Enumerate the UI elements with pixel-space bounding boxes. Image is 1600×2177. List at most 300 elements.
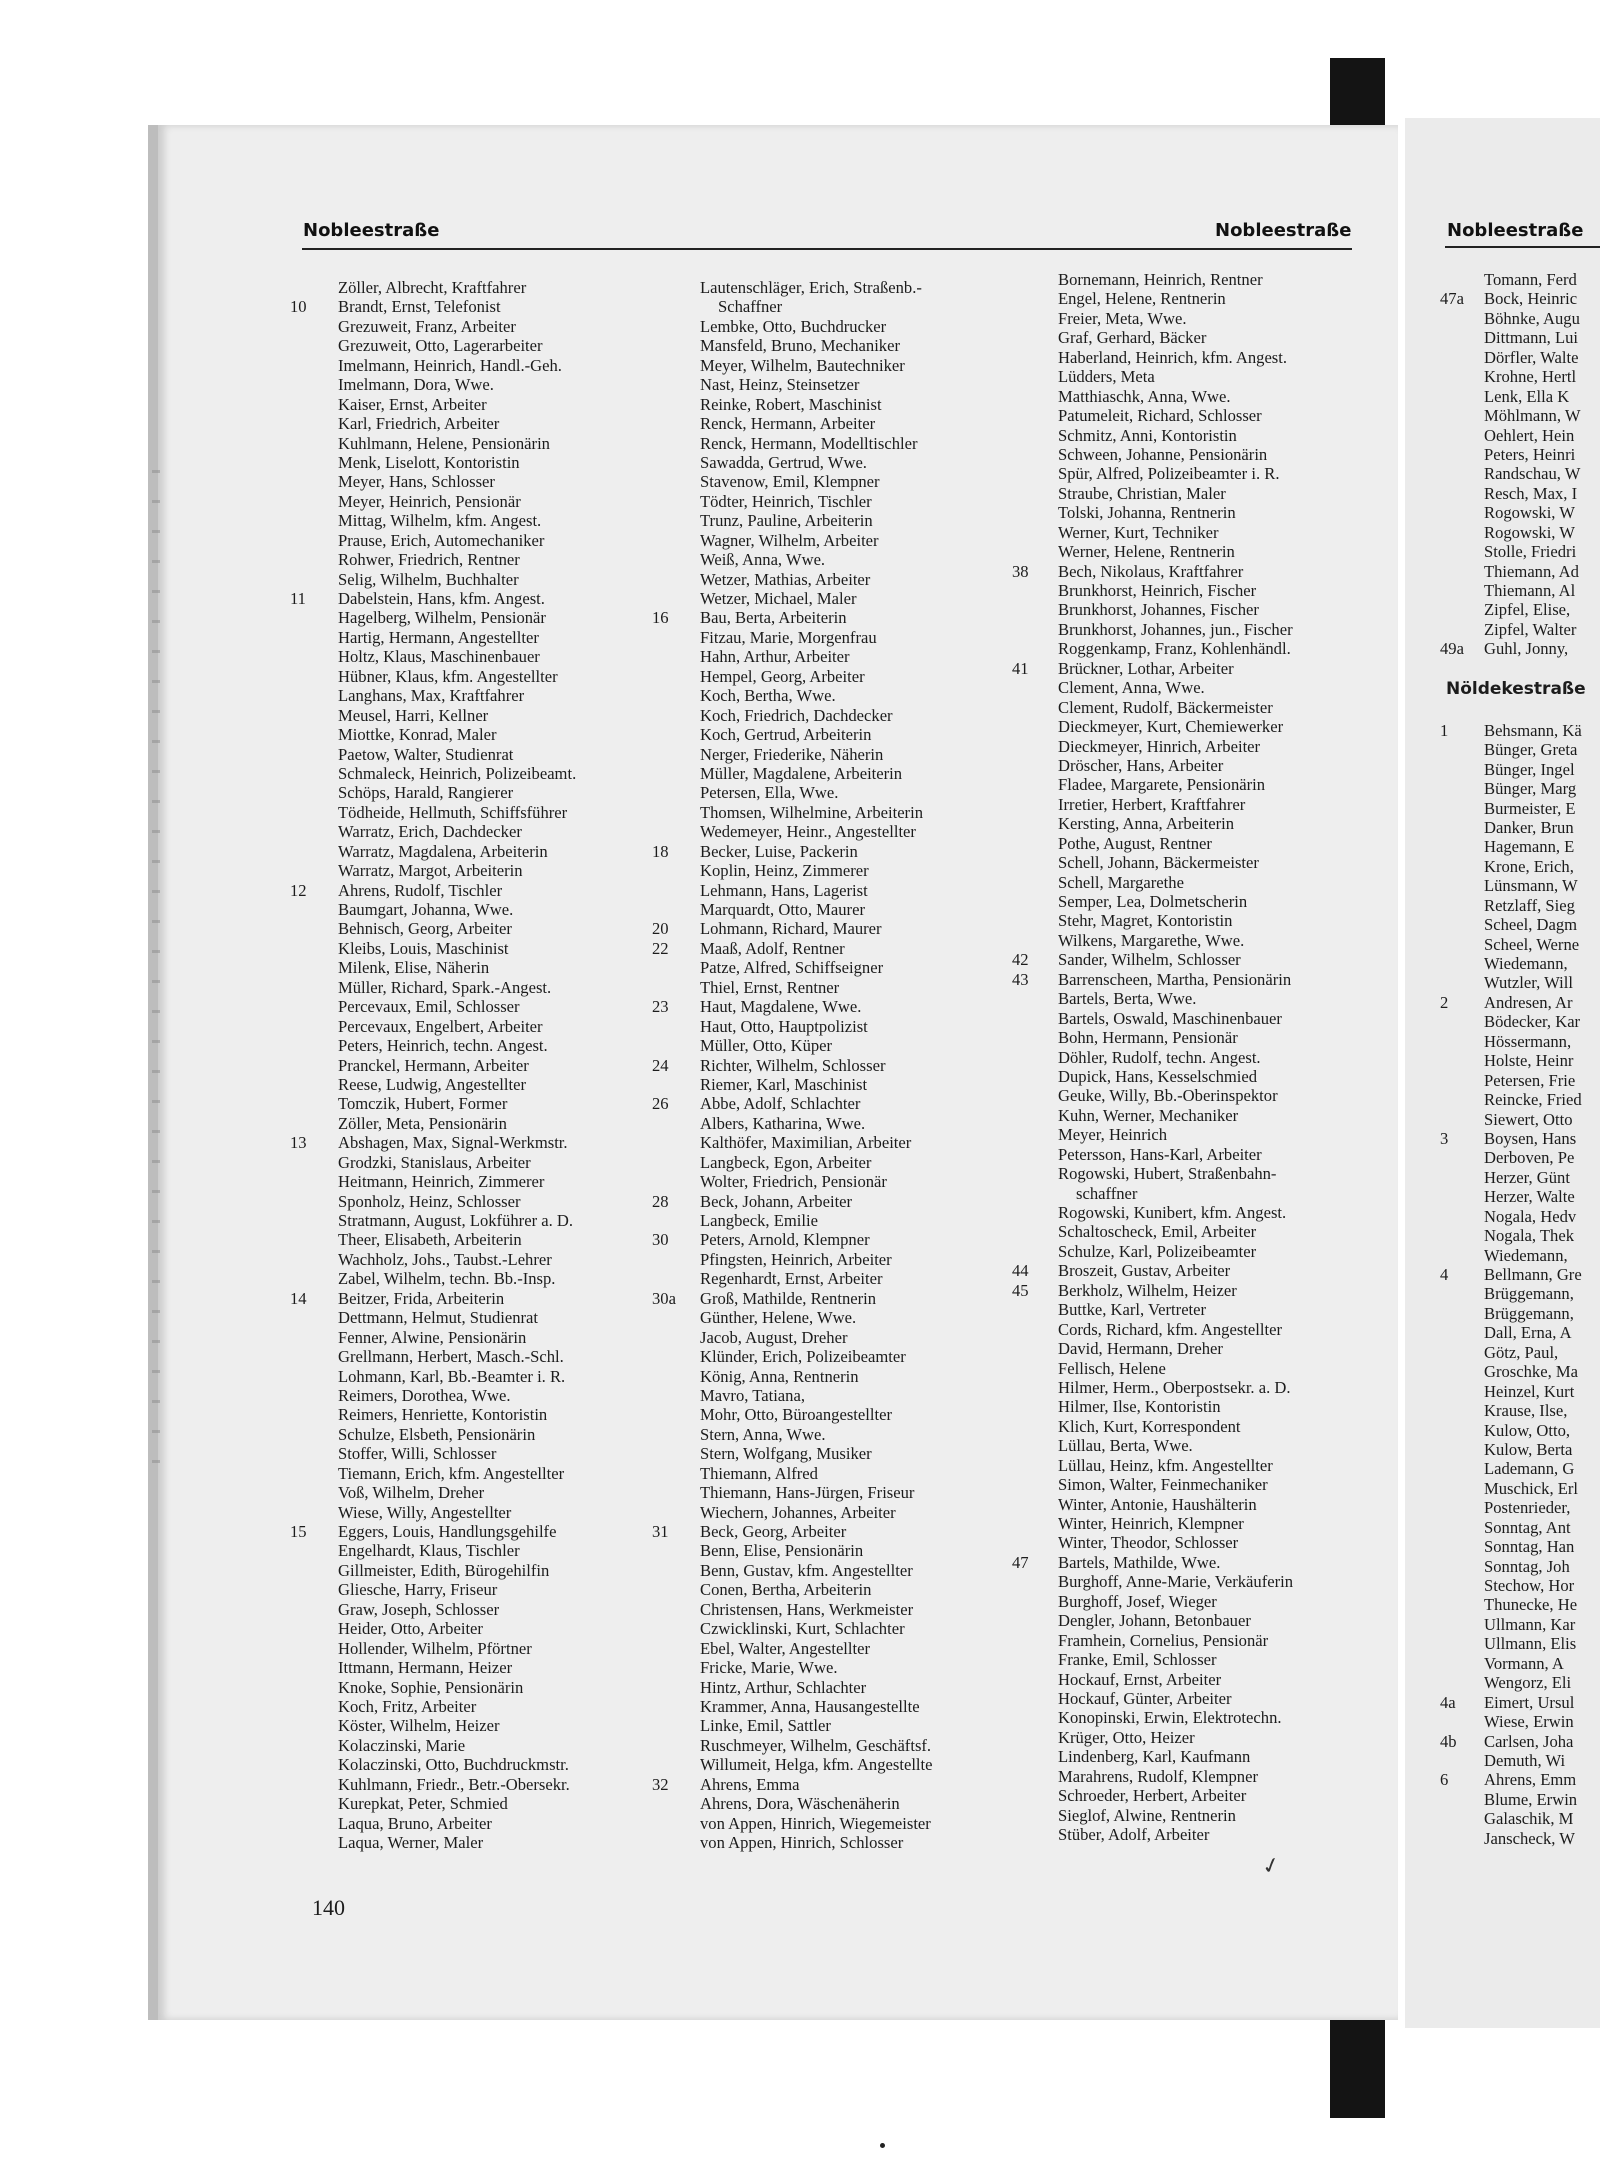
resident-text: von Appen, Hinrich, Wiegemeister — [700, 1813, 931, 1833]
header-rule-right-page — [1445, 246, 1600, 248]
resident-text: Eimert, Ursul — [1484, 1692, 1575, 1712]
resident-text: Ahrens, Rudolf, Tischler — [338, 880, 503, 900]
directory-entry — [1440, 1770, 1600, 1789]
resident-text: Brunkhorst, Heinrich, Fischer — [1058, 581, 1257, 600]
resident-text: Schmitz, Anni, Kontoristin — [1058, 425, 1237, 445]
resident-text: David, Hermann, Dreher — [1058, 1339, 1223, 1359]
resident-text: Patze, Alfred, Schiffseigner — [700, 958, 884, 978]
resident-text: Krüger, Otto, Heizer — [1058, 1727, 1195, 1747]
directory-entry — [1440, 484, 1600, 503]
resident-text: Danker, Brun — [1484, 817, 1574, 837]
scan-speck — [880, 2143, 885, 2148]
resident-text: Simon, Walter, Feinmechaniker — [1058, 1475, 1268, 1495]
directory-entry — [1440, 857, 1600, 876]
directory-entry — [290, 628, 576, 647]
directory-entry — [652, 1580, 933, 1599]
resident-text: Randschau, W — [1484, 464, 1581, 484]
resident-text: Pothe, August, Rentner — [1058, 833, 1212, 853]
directory-entry — [290, 1153, 576, 1172]
resident-text: Koplin, Heinz, Zimmerer — [700, 861, 869, 881]
directory-entry — [290, 1716, 576, 1735]
resident-text: Imelmann, Heinrich, Handl.-Geh. — [338, 355, 562, 375]
directory-entry — [1440, 503, 1600, 522]
resident-text: Tödter, Heinrich, Tischler — [700, 491, 872, 511]
directory-entry — [1440, 1479, 1600, 1498]
directory-entry — [652, 1814, 933, 1833]
resident-text: Krammer, Anna, Hausangestellte — [700, 1696, 920, 1716]
resident-text: Kuhlmann, Helene, Pensionärin — [338, 433, 550, 453]
resident-text: Hockauf, Ernst, Arbeiter — [1058, 1669, 1222, 1689]
directory-entry — [652, 1347, 933, 1366]
resident-text: Milenk, Elise, Näherin — [338, 958, 490, 978]
directory-entry — [1440, 1459, 1600, 1478]
directory-entry — [290, 531, 576, 550]
resident-text: Dörfler, Walte — [1484, 347, 1579, 367]
resident-text: Richter, Wilhelm, Schlosser — [700, 1055, 886, 1075]
resident-text: Dall, Erna, A — [1484, 1323, 1572, 1343]
resident-text: Clement, Anna, Wwe. — [1058, 678, 1205, 698]
directory-entry — [1012, 464, 1293, 483]
directory-entry — [652, 375, 933, 394]
resident-text: Paetow, Walter, Studienrat — [338, 744, 514, 764]
directory-entry — [290, 1464, 576, 1483]
resident-text: Wiese, Erwin — [1484, 1712, 1574, 1732]
directory-entry — [652, 1464, 933, 1483]
resident-text: Grodzki, Stanislaus, Arbeiter — [338, 1152, 531, 1172]
resident-text: Brückner, Lothar, Arbeiter — [1058, 658, 1234, 678]
directory-column-right-page — [1440, 270, 1600, 1848]
resident-text: Warratz, Margot, Arbeiterin — [338, 861, 523, 881]
resident-text: Dieckmeyer, Kurt, Chemiewerker — [1058, 717, 1284, 737]
directory-entry — [1012, 1728, 1293, 1747]
resident-text: Meyer, Heinrich — [1058, 1125, 1167, 1145]
directory-entry — [1012, 931, 1293, 950]
resident-text: Götz, Paul, — [1484, 1342, 1559, 1362]
page-number: 140 — [312, 1895, 345, 1920]
directory-entry — [290, 492, 576, 511]
directory-entry — [290, 1094, 576, 1113]
directory-entry — [1440, 954, 1600, 973]
directory-entry — [1012, 1786, 1293, 1805]
house-number: 15 — [290, 1522, 307, 1541]
directory-entry — [290, 1561, 576, 1580]
resident-text: Oehlert, Hein — [1484, 425, 1575, 445]
resident-text: Fricke, Marie, Wwe. — [700, 1658, 838, 1678]
pencil-check-mark: ✓ — [1258, 1851, 1284, 1880]
resident-text: Tödheide, Hellmuth, Schiffsführer — [338, 802, 568, 822]
directory-entry — [652, 1503, 933, 1522]
directory-entry — [652, 725, 933, 744]
resident-text: Petersen, Frie — [1484, 1070, 1576, 1090]
resident-text: Mittag, Wilhelm, kfm. Angest. — [338, 511, 542, 531]
resident-text: Burghoff, Anne-Marie, Verkäuferin — [1058, 1572, 1294, 1592]
resident-text: Zöller, Albrecht, Kraftfahrer — [338, 278, 527, 297]
directory-entry — [1440, 1129, 1600, 1148]
directory-entry — [1012, 1747, 1293, 1766]
directory-column-1 — [290, 278, 576, 1852]
resident-text: Broszeit, Gustav, Arbeiter — [1058, 1261, 1231, 1281]
house-number: 31 — [652, 1522, 669, 1541]
resident-text: Stüber, Adolf, Arbeiter — [1058, 1825, 1210, 1844]
directory-entry — [290, 822, 576, 841]
resident-text: Riemer, Karl, Maschinist — [700, 1074, 868, 1094]
directory-entry — [652, 1755, 933, 1774]
directory-entry — [1440, 600, 1600, 619]
resident-text: Grellmann, Herbert, Masch.-Schl. — [338, 1347, 564, 1367]
resident-text: Patumeleit, Richard, Schlosser — [1058, 406, 1262, 426]
directory-entry — [1440, 387, 1600, 406]
directory-entry — [1012, 834, 1293, 853]
resident-text: Andresen, Ar — [1484, 992, 1573, 1012]
directory-entry — [290, 317, 576, 336]
resident-text: Reincke, Fried — [1484, 1090, 1582, 1110]
resident-text: Hockauf, Günter, Arbeiter — [1058, 1688, 1232, 1708]
directory-entry — [1440, 639, 1600, 658]
directory-entry — [652, 1678, 933, 1697]
resident-text: Percevaux, Emil, Schlosser — [338, 997, 520, 1017]
directory-entry — [1440, 1032, 1600, 1051]
resident-text: Peters, Heinrich, techn. Angest. — [338, 1036, 548, 1056]
directory-entry — [290, 375, 576, 394]
resident-text: Köster, Wilhelm, Heizer — [338, 1716, 500, 1736]
directory-entry — [1012, 911, 1293, 930]
resident-text: Beitzer, Frida, Arbeiterin — [338, 1288, 505, 1308]
directory-entry — [652, 686, 933, 705]
directory-entry — [1012, 1806, 1293, 1825]
resident-text: Franke, Emil, Schlosser — [1058, 1650, 1217, 1670]
directory-entry — [1440, 993, 1600, 1012]
resident-text: Rohwer, Friedrich, Rentner — [338, 550, 520, 570]
resident-text: Sonntag, Ant — [1484, 1517, 1571, 1537]
directory-entry — [652, 1561, 933, 1580]
directory-entry — [1012, 1533, 1293, 1552]
resident-text: Geuke, Willy, Bb.-Oberinspektor — [1058, 1086, 1278, 1106]
resident-text: Sponholz, Heinz, Schlosser — [338, 1191, 521, 1211]
directory-entry — [1012, 542, 1293, 561]
resident-text: Schween, Johanne, Pensionärin — [1058, 444, 1268, 464]
resident-text: Stoffer, Willi, Schlosser — [338, 1444, 497, 1464]
directory-entry — [1012, 348, 1293, 367]
directory-entry — [652, 822, 933, 841]
directory-entry — [290, 745, 576, 764]
directory-entry — [1012, 1689, 1293, 1708]
resident-text: Thiel, Ernst, Rentner — [700, 977, 840, 997]
resident-text: Koch, Friedrich, Dachdecker — [700, 705, 893, 725]
directory-entry — [652, 395, 933, 414]
resident-text: Stavenow, Emil, Klempner — [700, 472, 880, 492]
resident-text: Stolle, Friedri — [1484, 542, 1577, 562]
house-number: 47a — [1440, 289, 1464, 309]
resident-text: Döhler, Rudolf, techn. Angest. — [1058, 1047, 1261, 1067]
directory-entry — [1012, 1339, 1293, 1358]
page-edge-marks — [152, 470, 160, 1470]
directory-entry — [290, 667, 576, 686]
directory-entry — [1012, 1514, 1293, 1533]
directory-column-2 — [652, 278, 933, 1852]
resident-text: Winter, Theodor, Schlosser — [1058, 1533, 1239, 1553]
directory-entry — [1012, 328, 1293, 347]
directory-entry — [652, 1697, 933, 1716]
resident-text: Menk, Liselott, Kontoristin — [338, 452, 520, 472]
resident-text: Retzlaff, Sieg — [1484, 895, 1575, 915]
resident-text: Knoke, Sophie, Pensionärin — [338, 1677, 524, 1697]
directory-entry — [290, 842, 576, 861]
resident-text: Stratmann, August, Lokführer a. D. — [338, 1211, 574, 1230]
resident-text: Dengler, Johann, Betonbauer — [1058, 1611, 1251, 1631]
directory-entry — [1440, 1654, 1600, 1673]
resident-text: Kurepkat, Peter, Schmied — [338, 1794, 508, 1814]
directory-entry — [1440, 876, 1600, 895]
directory-entry — [652, 1153, 933, 1172]
directory-entry — [1440, 406, 1600, 425]
resident-text: Brunkhorst, Johannes, Fischer — [1058, 600, 1259, 620]
resident-text: Ittmann, Hermann, Heizer — [338, 1658, 513, 1678]
directory-entry — [652, 1367, 933, 1386]
house-number: 23 — [652, 997, 669, 1017]
directory-entry — [1012, 1106, 1293, 1125]
directory-entry — [1440, 1790, 1600, 1809]
directory-entry — [1012, 853, 1293, 872]
house-number: 22 — [652, 938, 669, 958]
resident-text: Kersting, Anna, Arbeiterin — [1058, 814, 1235, 834]
resident-text: Nogala, Thek — [1484, 1226, 1575, 1246]
resident-text: Lenk, Ella K — [1484, 386, 1570, 406]
directory-entry — [290, 608, 576, 627]
directory-entry — [1440, 426, 1600, 445]
directory-entry — [290, 336, 576, 355]
resident-text: Klich, Kurt, Korrespondent — [1058, 1416, 1241, 1436]
resident-text: Sander, Wilhelm, Schlosser — [1058, 950, 1241, 970]
resident-text: Schroeder, Herbert, Arbeiter — [1058, 1786, 1247, 1806]
directory-entry — [290, 1056, 576, 1075]
resident-text: Wiese, Willy, Angestellter — [338, 1502, 512, 1522]
directory-entry — [1012, 1397, 1293, 1416]
directory-entry — [1440, 1226, 1600, 1245]
resident-text: Weiß, Anna, Wwe. — [700, 550, 826, 570]
directory-entry — [652, 1211, 933, 1230]
directory-entry — [652, 997, 933, 1016]
directory-entry — [1440, 581, 1600, 600]
directory-entry — [290, 1833, 576, 1852]
directory-entry — [652, 706, 933, 725]
resident-text: Heider, Otto, Arbeiter — [338, 1619, 483, 1639]
directory-entry — [1440, 1012, 1600, 1031]
resident-text: Engelhardt, Klaus, Tischler — [338, 1541, 520, 1561]
directory-entry — [1012, 1592, 1293, 1611]
resident-text: Möhlmann, W — [1484, 406, 1581, 426]
resident-text: Wengorz, Eli — [1484, 1673, 1572, 1693]
resident-text: Groschke, Ma — [1484, 1362, 1579, 1382]
resident-text: Christensen, Hans, Werkmeister — [700, 1599, 914, 1619]
resident-text: Zabel, Wilhelm, techn. Bb.-Insp. — [338, 1269, 556, 1289]
resident-text: Abshagen, Max, Signal-Werkmstr. — [338, 1133, 568, 1153]
directory-entry — [1012, 600, 1293, 619]
directory-entry — [290, 1503, 576, 1522]
directory-entry — [1012, 970, 1293, 989]
directory-entry — [1012, 1320, 1293, 1339]
directory-entry — [1012, 756, 1293, 775]
house-number: 20 — [652, 919, 669, 939]
resident-text: Wetzer, Michael, Maler — [700, 589, 857, 608]
directory-entry — [652, 1522, 933, 1541]
directory-entry — [1012, 1572, 1293, 1591]
directory-entry — [1012, 1378, 1293, 1397]
directory-entry — [1012, 1086, 1293, 1105]
resident-text: Heitmann, Heinrich, Zimmerer — [338, 1172, 545, 1192]
resident-text: Graf, Gerhard, Bäcker — [1058, 328, 1207, 348]
directory-entry — [1012, 1670, 1293, 1689]
resident-text: Berkholz, Wilhelm, Heizer — [1058, 1280, 1237, 1300]
resident-text: Winter, Antonie, Haushälterin — [1058, 1494, 1257, 1514]
resident-text: Hilmer, Herm., Oberpostsekr. a. D. — [1058, 1377, 1291, 1397]
resident-text: Rogowski, W — [1484, 503, 1575, 523]
resident-text: Holste, Heinr — [1484, 1051, 1574, 1071]
directory-entry — [290, 1289, 576, 1308]
resident-text: Hartig, Hermann, Angestellter — [338, 627, 539, 647]
resident-text: Reinke, Robert, Maschinist — [700, 394, 882, 414]
directory-entry — [1012, 1611, 1293, 1630]
resident-text: Thunecke, He — [1484, 1595, 1578, 1615]
resident-text: Behnisch, Georg, Arbeiter — [338, 919, 512, 939]
directory-entry — [1440, 1693, 1600, 1712]
resident-text: Schmaleck, Heinrich, Polizeibeamt. — [338, 763, 577, 783]
directory-entry — [1012, 1242, 1293, 1261]
resident-text: Bünger, Ingel — [1484, 759, 1575, 779]
directory-entry — [1440, 1557, 1600, 1576]
house-number: 49a — [1440, 639, 1464, 659]
directory-entry — [1012, 1145, 1293, 1164]
house-number: 4b — [1440, 1731, 1457, 1751]
directory-entry — [1440, 1187, 1600, 1206]
resident-text: Schulze, Elsbeth, Pensionärin — [338, 1424, 536, 1444]
resident-text: Percevaux, Engelbert, Arbeiter — [338, 1016, 543, 1036]
resident-text: Schaffner — [718, 297, 783, 317]
directory-entry — [290, 861, 576, 880]
directory-entry — [1012, 1553, 1293, 1572]
resident-text: Carlsen, Joha — [1484, 1731, 1574, 1751]
resident-text: Koch, Gertrud, Arbeiterin — [700, 725, 872, 745]
directory-entry — [1012, 1417, 1293, 1436]
directory-entry — [1012, 892, 1293, 911]
resident-text: Meusel, Harri, Kellner — [338, 705, 489, 725]
resident-text: Gliesche, Harry, Friseur — [338, 1580, 498, 1600]
directory-entry — [290, 395, 576, 414]
directory-entry — [290, 1386, 576, 1405]
directory-entry — [1440, 1634, 1600, 1653]
directory-entry — [290, 1755, 576, 1774]
house-number: 41 — [1012, 658, 1029, 678]
resident-text: Freier, Meta, Wwe. — [1058, 308, 1187, 328]
directory-entry — [290, 706, 576, 725]
resident-text: Lohmann, Karl, Bb.-Beamter i. R. — [338, 1366, 566, 1386]
directory-entry — [290, 686, 576, 705]
resident-text: Hübner, Klaus, kfm. Angestellter — [338, 666, 558, 686]
running-header-right-page: Nobleestraße — [1447, 220, 1584, 241]
directory-entry — [1012, 678, 1293, 697]
directory-entry — [652, 1289, 933, 1308]
directory-entry — [290, 589, 576, 608]
resident-text: Nogala, Hedv — [1484, 1206, 1577, 1226]
resident-text: Marquardt, Otto, Maurer — [700, 900, 865, 919]
house-number: 4a — [1440, 1692, 1456, 1712]
directory-entry — [290, 958, 576, 977]
resident-text: Bödecker, Kar — [1484, 1012, 1581, 1032]
resident-text: Wiedemann, — [1484, 1245, 1568, 1265]
resident-text: Baumgart, Johanna, Wwe. — [338, 900, 514, 919]
directory-entry — [290, 900, 576, 919]
resident-text: Krone, Erich, — [1484, 856, 1574, 876]
resident-text: Konopinski, Erwin, Elektrotechn. — [1058, 1708, 1282, 1728]
resident-text: Fenner, Alwine, Pensionärin — [338, 1327, 527, 1347]
resident-text: Demuth, Wi — [1484, 1750, 1566, 1770]
resident-text: Postenrieder, — [1484, 1498, 1571, 1518]
directory-entry — [1440, 523, 1600, 542]
resident-text: Bartels, Oswald, Maschinenbauer — [1058, 1008, 1282, 1028]
resident-text: Vormann, A — [1484, 1653, 1564, 1673]
resident-text: Ahrens, Emma — [700, 1774, 800, 1794]
directory-entry — [290, 1172, 576, 1191]
house-number: 44 — [1012, 1261, 1029, 1281]
resident-text: Marahrens, Rudolf, Klempner — [1058, 1766, 1258, 1786]
directory-entry — [290, 434, 576, 453]
resident-text: Dupick, Hans, Kesselschmied — [1058, 1066, 1258, 1086]
resident-text: Imelmann, Dora, Wwe. — [338, 375, 494, 395]
resident-text: Blume, Erwin — [1484, 1789, 1578, 1809]
directory-entry — [652, 978, 933, 997]
resident-text: Zöller, Meta, Pensionärin — [338, 1113, 507, 1133]
resident-text: Bartels, Berta, Wwe. — [1058, 989, 1197, 1009]
resident-text: Böhnke, Augu — [1484, 308, 1580, 328]
directory-entry — [652, 1133, 933, 1152]
directory-entry — [652, 1328, 933, 1347]
house-number: 38 — [1012, 561, 1029, 581]
directory-entry — [652, 453, 933, 472]
directory-entry — [652, 958, 933, 977]
directory-entry — [290, 1036, 576, 1055]
directory-entry — [652, 511, 933, 530]
resident-text: schaffner — [1076, 1183, 1138, 1203]
resident-text: Resch, Max, I — [1484, 483, 1578, 503]
directory-entry — [652, 1056, 933, 1075]
house-number: 45 — [1012, 1280, 1029, 1300]
resident-text: Kalthöfer, Maximilian, Arbeiter — [700, 1133, 912, 1153]
resident-text: Semper, Lea, Dolmetscherin — [1058, 892, 1248, 911]
resident-text: Czwicklinski, Kurt, Schlachter — [700, 1619, 905, 1639]
resident-text: Hahn, Arthur, Arbeiter — [700, 647, 850, 667]
house-number: 10 — [290, 297, 307, 317]
directory-entry — [1012, 989, 1293, 1008]
directory-entry — [1440, 1246, 1600, 1265]
directory-entry — [1440, 915, 1600, 934]
resident-text: Hilmer, Ilse, Kontoristin — [1058, 1397, 1221, 1417]
directory-entry — [290, 1347, 576, 1366]
directory-entry — [1440, 1809, 1600, 1828]
directory-entry — [290, 1775, 576, 1794]
directory-entry — [652, 1075, 933, 1094]
directory-entry — [290, 919, 576, 938]
house-number: 30 — [652, 1230, 669, 1250]
resident-text: Sieglof, Alwine, Rentnerin — [1058, 1805, 1236, 1825]
directory-entry — [652, 628, 933, 647]
resident-text: Conen, Bertha, Arbeiterin — [700, 1580, 872, 1600]
directory-entry — [290, 1230, 576, 1249]
resident-text: Bohn, Hermann, Pensionär — [1058, 1028, 1238, 1048]
directory-entry — [290, 1367, 576, 1386]
resident-text: Derboven, Pe — [1484, 1148, 1575, 1168]
directory-entry — [652, 608, 933, 627]
directory-entry — [1440, 1401, 1600, 1420]
directory-entry — [290, 1483, 576, 1502]
